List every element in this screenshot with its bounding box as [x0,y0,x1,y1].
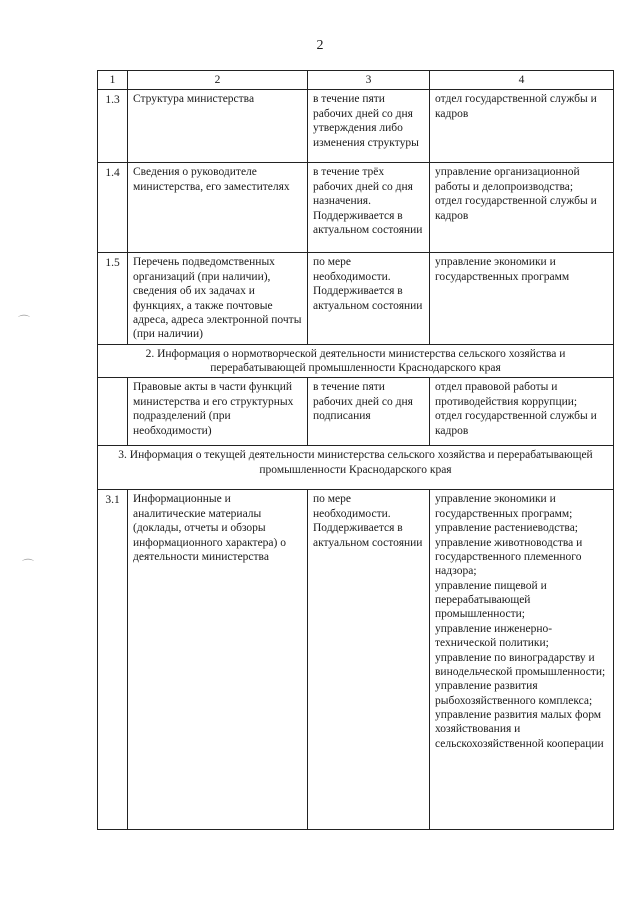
responsible-unit: управление развития рыбохозяйственного комплекса; [435,680,593,707]
column-header: 1 [98,71,128,90]
column-header: 3 [308,71,430,90]
row-content: Сведения о руководителе министерства, его заместителях [128,163,308,253]
table-row [98,253,614,344]
row-responsible [430,378,614,446]
table-row [98,90,614,163]
page-number: 2 [316,38,324,53]
section-3-heading: 3. Информация о текущей деятельности министерства сельского хозяйства и перерабатывающей промышленности Краснодарского края [98,446,614,490]
responsible-unit: управление инженерно-технической политики; [435,622,553,650]
responsible-unit: управление пищевой и перерабатывающей промышленности; [435,579,547,621]
responsible-unit: управление экономики и государственных программ; [435,493,573,520]
column-header: 2 [128,71,308,90]
section-2-heading: 2. Информация о нормотворческой деятельности министерства сельского хозяйства и перерабатывающей промышленности Краснодарского края [98,344,614,378]
row-responsible [430,163,614,253]
row-number: 1.4 [98,163,128,253]
margin-mark: ⌒ [22,558,35,572]
document-table [97,70,614,830]
responsible-unit: отдел государственной службы и кадров [435,93,597,120]
row-deadline: в течение пяти рабочих дней со дня утверждения либо изменения структуры [308,90,430,163]
margin-mark: ⌒ [18,314,31,328]
responsible-unit: управление организационной работы и делопроизводства; [435,166,580,193]
responsible-unit: отдел правовой работы и противодействия коррупции; [435,381,578,408]
row-number [98,378,128,446]
row-responsible [430,490,614,830]
responsible-unit: управление растениеводства; [435,522,578,535]
row-responsible [430,253,614,344]
responsible-unit: отдел государственной службы и кадров [435,410,597,437]
row-deadline: в течение пяти рабочих дней со дня подписания [308,378,430,446]
row-number: 1.3 [98,90,128,163]
responsible-unit: управление развития малых форм хозяйствования и сельскохозяйственной кооперации [435,709,604,750]
table-header-row [98,71,614,90]
row-deadline: в течение трёх рабочих дней со дня назначения. Поддерживается в актуальном состоянии [308,163,430,253]
row-content: Структура министерства [128,90,308,163]
responsible-unit: управление экономики и государственных программ [435,256,570,283]
row-number: 3.1 [98,490,128,830]
table-row [98,163,614,253]
row-content: Правовые акты в части функций министерства и его структурных подразделений (при необходимости) [128,378,308,446]
row-deadline: по мере необходимости. Поддерживается в актуальном состоянии [308,490,430,830]
row-number: 1.5 [98,253,128,344]
section-heading-row [98,446,614,490]
row-content: Информационные и аналитические материалы (доклады, отчеты и обзоры информационного характера) о деятельности министерства [128,490,308,830]
responsible-unit: управление по виноградарству и винодельческой промышленности; [435,651,606,678]
row-deadline: по мере необходимости. Поддерживается в актуальном состоянии [308,253,430,344]
responsible-unit: управление животноводства и государственного племенного надзора; [435,536,583,578]
table-row [98,378,614,446]
column-header: 4 [430,71,614,90]
row-responsible [430,90,614,163]
responsible-unit: отдел государственной службы и кадров [435,195,597,222]
table-row [98,490,614,830]
section-heading-row [98,344,614,378]
row-content: Перечень подведомственных организаций (при наличии), сведения об их задачах и функциях, а также почтовые адреса, адреса электронной почты (при наличии) [128,253,308,344]
